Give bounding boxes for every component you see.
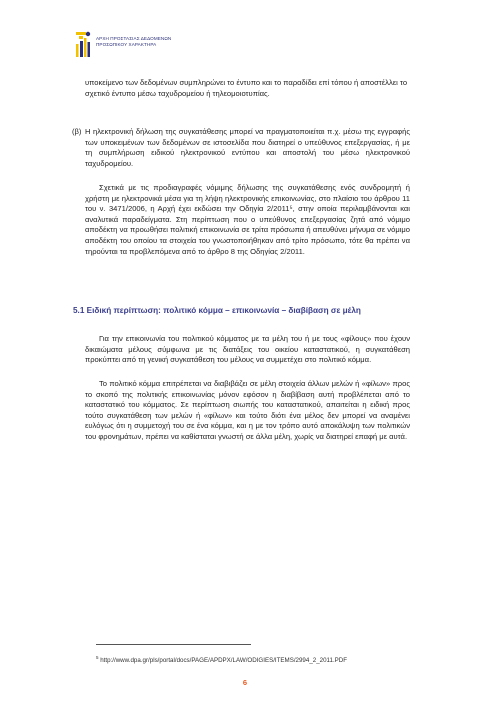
section-heading: 5.1 Ειδική περίπτωση: πολιτικό κόμμα – επικοινωνία – διαβίβαση σε μέλη — [73, 306, 361, 315]
paragraph-consent-specifications — [85, 183, 410, 257]
footnote-divider — [96, 644, 251, 645]
page-number: 6 — [242, 678, 248, 687]
authority-logo — [72, 30, 182, 60]
paragraph-text: Η ηλεκτρονική δήλωση της συγκατάθεσης μπορεί να πραγματοποιείται π.χ. μέσω της εγγραφής των υποκειμένων των δεδομένων σε ιστοσελίδα που διατηρεί ο υπεύθυνος επεξεργασίας, ή με τη συμπλήρωση ειδικού ηλεκτρονικού εντύπου και αποστολή του μέσω ηλεκτρονικού ταχυδρομείου. — [85, 127, 410, 168]
paragraph-electronic-consent — [72, 127, 410, 169]
footnote-marker: 5 — [96, 655, 99, 660]
paragraph-continuation — [85, 78, 410, 99]
authority-emblem-icon — [72, 30, 94, 60]
list-label: (β) — [72, 127, 82, 136]
footnote — [96, 655, 347, 664]
authority-name-line2: ΠΡΟΣΩΠΙΚΟΥ ΧΑΡΑΚΤΗΡΑ — [96, 42, 157, 47]
paragraph-text: Το πολιτικό κόμμα επιτρέπεται να διαβιβάζει σε μέλη στοιχεία άλλων μελών ή «φίλων» προς το σκοπό της πολιτικής επικοινωνίας μόνον εφόσον η διαβίβαση αυτή προβλέπεται από το καταστατικό του κόμματος. Σε περίπτωση σιωπής του καταστατικού, απαιτείται η ειδική προς τούτο συγκατάθεση των μελών ή «φίλων» και τούτο διότι ένα μέλος δεν μπορεί να αναμένει ευλόγως ότι η συμμετοχή του σε ένα κόμμα, και η με τον τρόπο αυτό αποκάλυψη των πολιτικών του φρονημάτων, πρέπει να καθίσταται γνωστή σε άλλα μέλη, χωρίς να διατηρεί επαφή με αυτά. — [85, 379, 410, 441]
footnote-link[interactable]: http://www.dpa.gr/pls/portal/docs/PAGE/APDPX/LAW/ODIGIES/ITEMS/2994_2_2011.PDF — [98, 657, 348, 665]
paragraph-party-members — [85, 334, 410, 366]
authority-name — [96, 36, 171, 48]
paragraph-text: Για την επικοινωνία του πολιτικού κόμματος με τα μέλη του ή με τους «φίλους» που έχουν δικαιώματα μέλους σύμφωνα με τις διατάξεις του οικείου καταστατικού, η συγκατάθεση προκύπτει από τη γενική συγκατάθεση του μέλους να συμμετέχει στο πολιτικό κόμμα. — [85, 334, 410, 365]
paragraph-text: Σχετικά με τις προδιαγραφές νόμιμης δήλωσης της συγκατάθεσης ενός συνδρομητή ή χρήστη με ηλεκτρονικά μέσα για τη λήψη ηλεκτρονικής επικοινωνίας, στο πλαίσιο του άρθρου 11 του ν. 3471/2006, η Αρχή έχει εκδώσει την Οδηγία 2/2011⁵, στην οποία περιλαμβάνονται και αναλυτικά παραδείγματα. Στη περίπτωση που ο υπεύθυνος επεξεργασίας ζητά από νόμιμο αποδέκτη να προωθήσει πολιτική επικοινωνία σε τρίτα πρόσωπα ή απευθύνει μήνυμα σε νόμιμο αποδέκτη του οποίου τα στοιχεία του γνωστοποιήθηκαν από τρίτο πρόσωπο, τότε θα πρέπει να τηρούνται τα προβλεπόμενα από το άρθρο 8 της Οδηγίας 2/2011. — [85, 183, 410, 256]
paragraph-text: υποκείμενο των δεδομένων συμπληρώνει το έντυπο και το παραδίδει επί τόπου ή αποστέλλει το σχετικό έντυπο μέσω ταχυδρομείου ή τηλεομοιοτυπίας. — [85, 78, 408, 98]
authority-name-line1: ΑΡΧΗ ΠΡΟΣΤΑΣΙΑΣ ΔΕΔΟΜΕΝΩΝ — [96, 36, 172, 41]
paragraph-party-transfer — [85, 379, 410, 443]
